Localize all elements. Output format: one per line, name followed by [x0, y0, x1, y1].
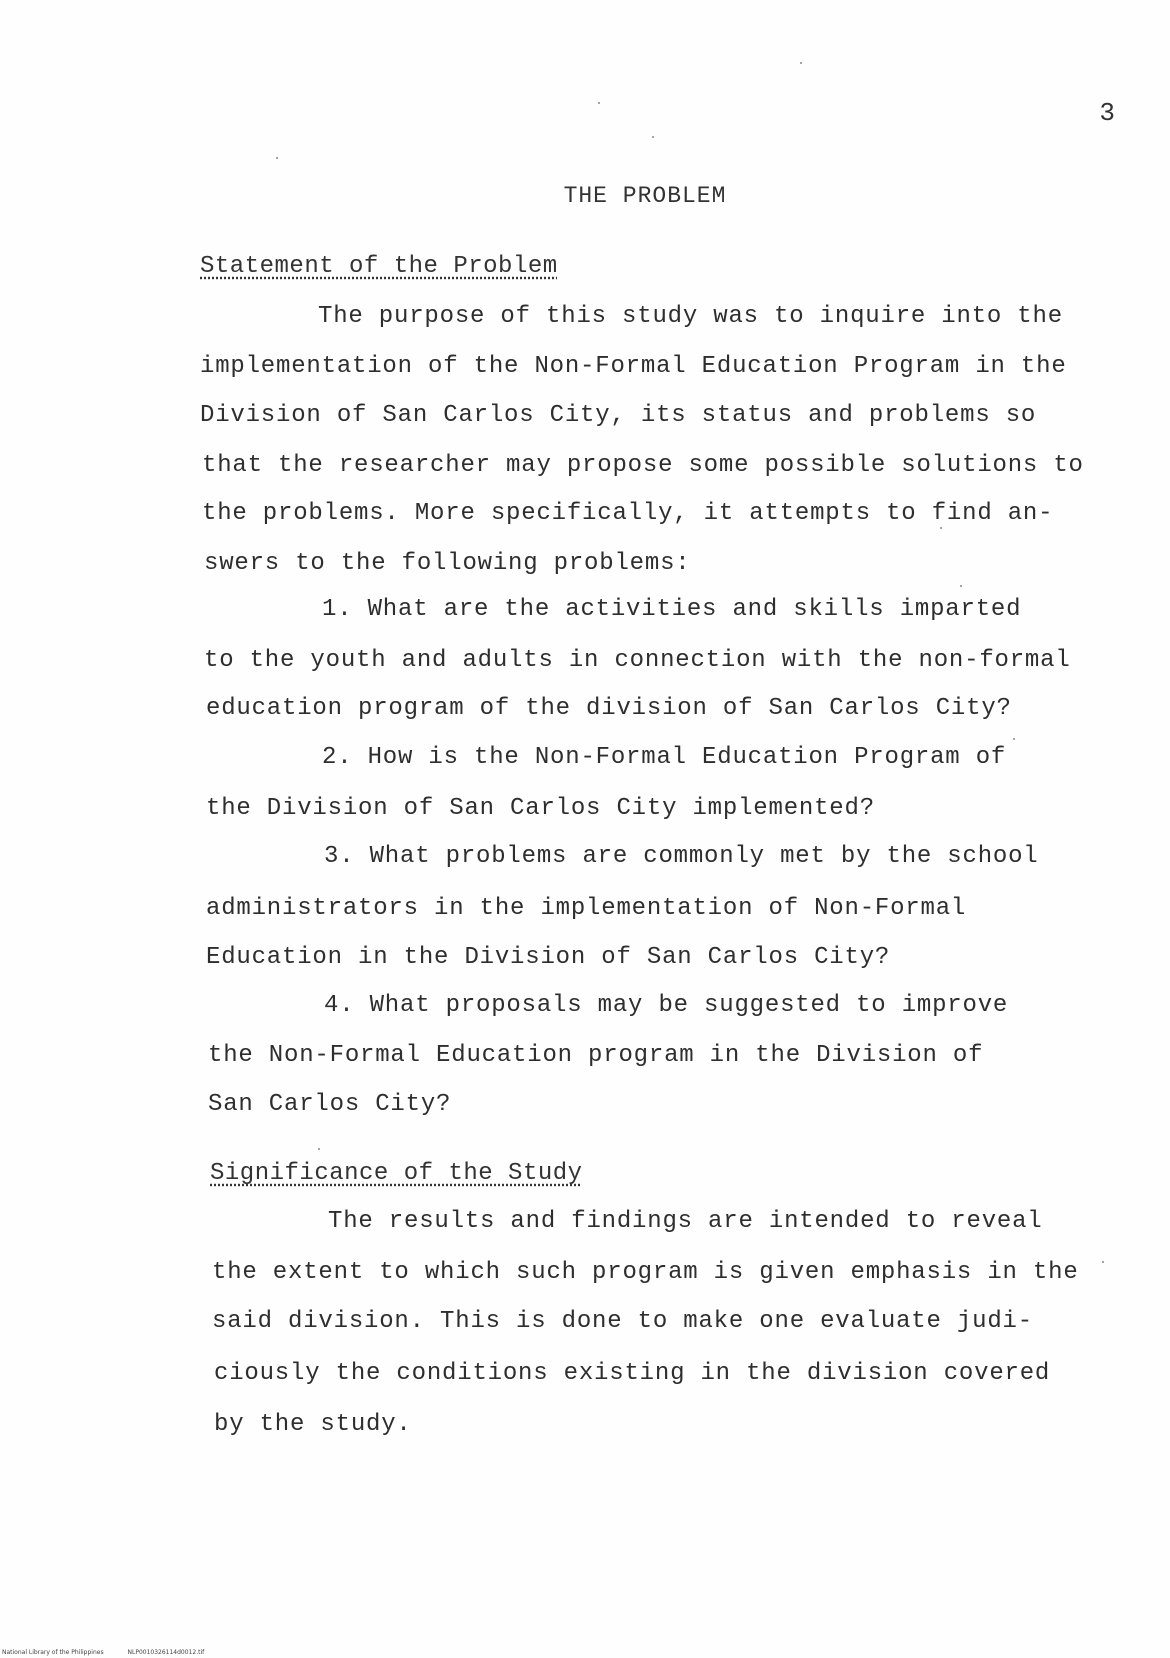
question-3-line: 3. What problems are commonly met by the school: [324, 843, 1039, 870]
paragraph-line: ciously the conditions existing in the division covered: [214, 1360, 1051, 1387]
question-4-line: the Non-Formal Education program in the Division of: [208, 1042, 984, 1069]
paragraph-line: the problems. More specifically, it attempts to find an-: [202, 500, 1054, 527]
scan-speck: [276, 157, 278, 159]
scan-speck: [960, 585, 962, 587]
chapter-title: THE PROBLEM: [563, 183, 727, 209]
section-heading-statement: Statement of the Problem: [200, 253, 558, 280]
page-number: 3: [1099, 98, 1115, 128]
scan-speck: [940, 527, 942, 529]
question-1-line: 1. What are the activities and skills imparted: [322, 596, 1022, 623]
scan-speck: [800, 62, 802, 64]
question-3-line: administrators in the implementation of Non-Formal: [206, 895, 967, 922]
paragraph-line: by the study.: [214, 1411, 412, 1438]
question-3-line: Education in the Division of San Carlos City?: [206, 944, 891, 971]
question-2-line: 2. How is the Non-Formal Education Program of: [322, 744, 1007, 771]
section-heading-significance: Significance of the Study: [210, 1160, 583, 1187]
question-4-line: 4. What proposals may be suggested to improve: [324, 992, 1009, 1019]
paragraph-line: The purpose of this study was to inquire into the: [318, 303, 1063, 330]
paragraph-line: the extent to which such program is given emphasis in the: [212, 1259, 1079, 1286]
paragraph-line: The results and findings are intended to reveal: [328, 1208, 1043, 1235]
question-1-line: education program of the division of San Carlos City?: [206, 695, 1012, 722]
scan-speck: [1102, 1261, 1104, 1263]
paragraph-line: implementation of the Non-Formal Education Program in the: [200, 353, 1067, 380]
scan-speck: [652, 136, 654, 138]
scan-speck: [598, 102, 600, 104]
paragraph-line: said division. This is done to make one evaluate judi-: [212, 1308, 1033, 1335]
scan-footer: [2, 1649, 226, 1656]
paragraph-line: Division of San Carlos City, its status and problems so: [200, 402, 1037, 429]
scan-speck: [1013, 738, 1015, 740]
footer-library: National Library of the Philippines: [2, 1649, 104, 1656]
paragraph-line: swers to the following problems:: [204, 550, 691, 577]
scan-speck: [318, 1148, 320, 1150]
footer-file-id: NLP0010326114d0012.tif: [127, 1649, 205, 1656]
question-2-line: the Division of San Carlos City implemented?: [206, 795, 875, 822]
paragraph-line: that the researcher may propose some possible solutions to: [202, 452, 1084, 479]
question-1-line: to the youth and adults in connection with the non-formal: [204, 647, 1071, 674]
question-4-line: San Carlos City?: [208, 1091, 452, 1118]
